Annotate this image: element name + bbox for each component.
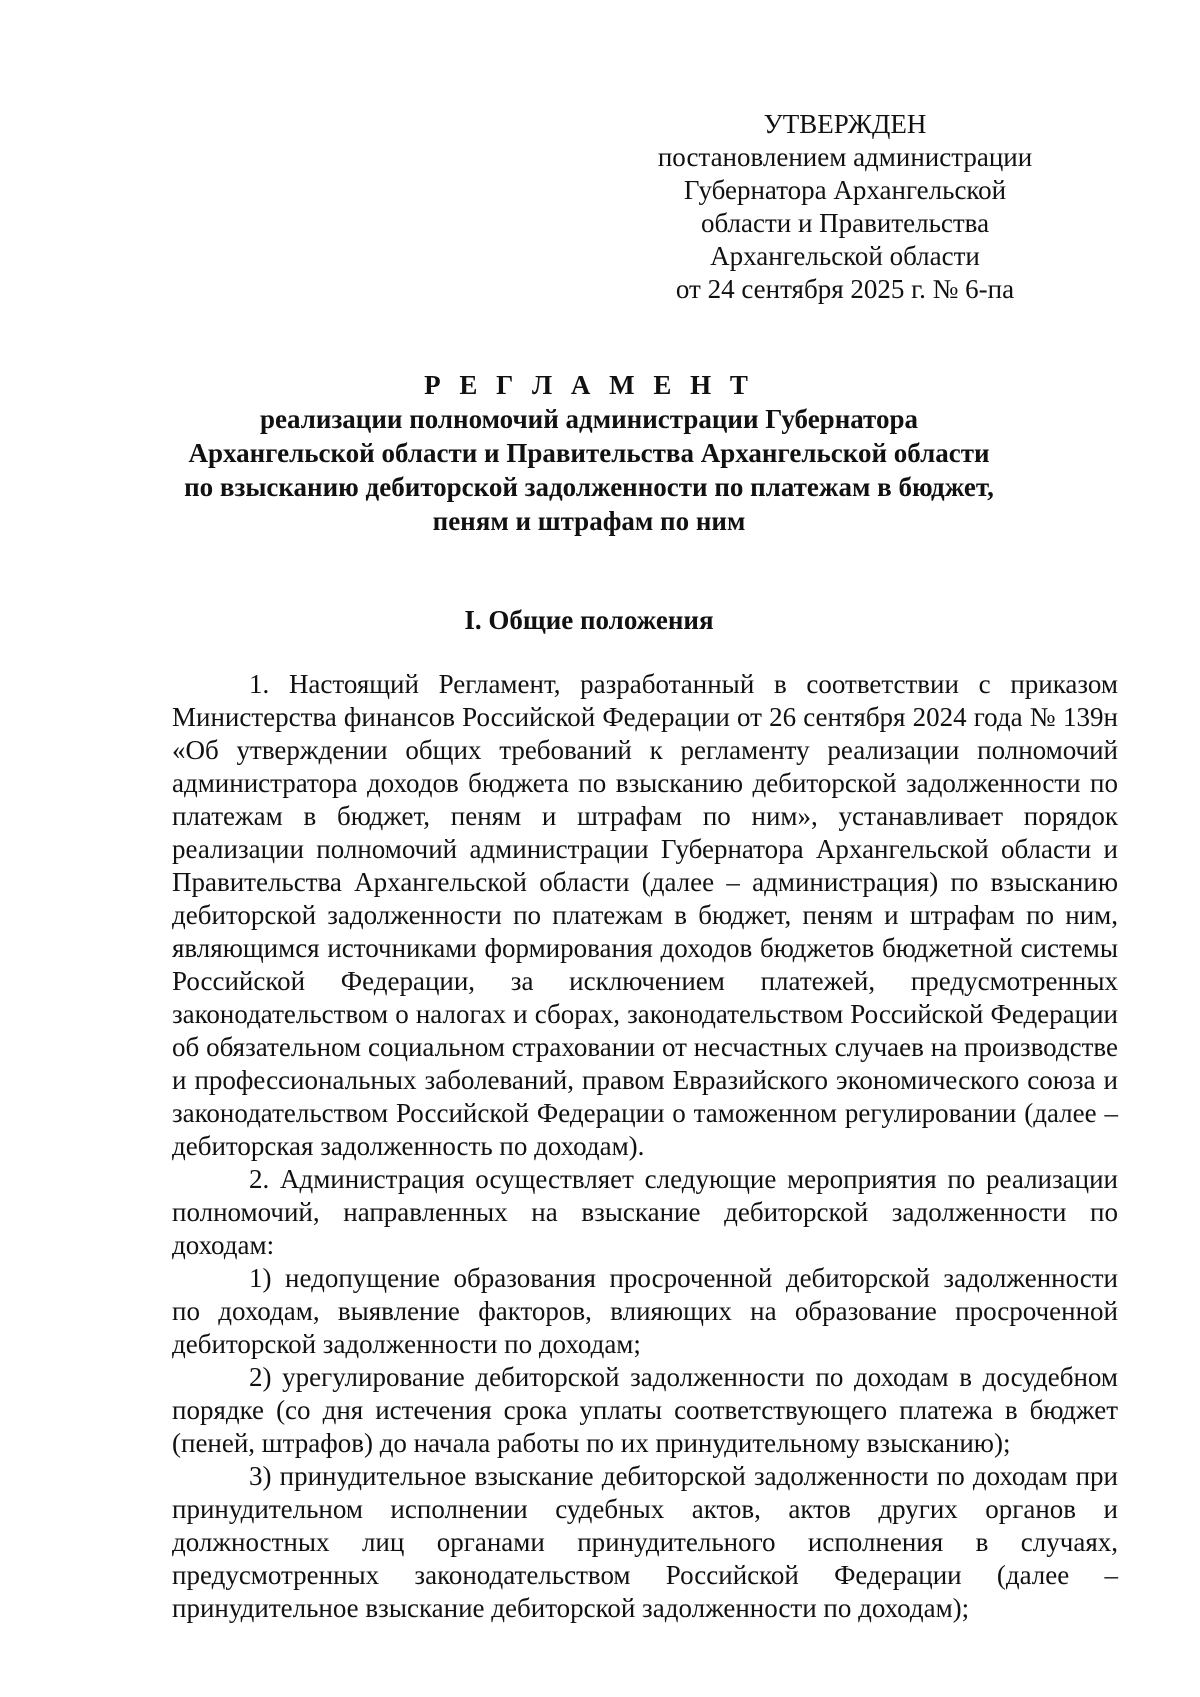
list-item: 1) недопущение образования просроченной дебиторской задолженности по доходам, выявление факторов, влияющих на образование просроченной дебиторской задолженности по доходам; [172,1263,1118,1359]
approval-stamp [640,108,1050,306]
document-subtitle-line: реализации полномочий администрации Губернатора [260,404,918,434]
document-title [140,368,1038,538]
approval-status: УТВЕРЖДЕН [763,109,927,139]
approval-date-number: от 24 сентября 2025 г. № 6-па [675,274,1015,304]
approval-line: постановлением администрации [657,142,1033,172]
document-subtitle-line: Архангельской области и Правительства Архангельской области [188,438,990,468]
paragraph: 2. Администрация осуществляет следующие мероприятия по реализации полномочий, направленных на взыскание дебиторской задолженности по доходам: [172,1164,1118,1260]
paragraph: 1. Настоящий Регламент, разработанный в соответствии с приказом Министерства финансов Российской Федерации от 26 сентября 2024 года № 139н «Об утверждении общих требований к регламенту реализации полномочий администратора доходов бюджета по взысканию дебиторской задолженности по платежам в бюджет, пеням и штрафам по ним», устанавливает порядок реализации полномочий администрации Губернатора Архангельской области и Правительства Архангельской области (далее – администрация) по взысканию дебиторской задолженности по платежам в бюджет, пеням и штрафам по ним, являющимся источниками формирования доходов бюджетов бюджетной системы Российской Федерации, за исключением платежей, предусмотренных законодательством о налогах и сборах, законодательством Российской Федерации об обязательном социальном страховании от несчастных случаев на производстве и профессиональных заболеваний, правом Евразийского экономического союза и законодательством Российской Федерации о таможенном регулировании (далее – дебиторская задолженность по доходам). [172,669,1118,1161]
approval-line: Архангельской области [710,241,980,271]
document-type-heading: Р Е Г Л А М Е Н Т [424,370,754,400]
approval-line: области и Правительства [700,208,990,238]
document-subtitle-line: пеням и штрафам по ним [432,506,746,536]
list-item: 3) принудительное взыскание дебиторской задолженности по доходам при принудительном исполнении судебных актов, актов других органов и должностных лиц органами принудительного исполнения в случаях, предусмотренных законодательством Российской Федерации (далее – принудительное взыскание дебиторской задолженности по доходам); [172,1461,1118,1623]
section-heading: I. Общие положения [464,605,714,635]
document-subtitle-line: по взысканию дебиторской задолженности по платежам в бюджет, [184,472,994,502]
document-body [172,668,1118,1625]
approval-line: Губернатора Архангельской [683,175,1007,205]
list-item: 2) урегулирование дебиторской задолженности по доходам в досудебном порядке (со дня истечения срока уплаты соответствующего платежа в бюджет (пеней, штрафов) до начала работы по их принудительному взысканию); [172,1362,1118,1458]
